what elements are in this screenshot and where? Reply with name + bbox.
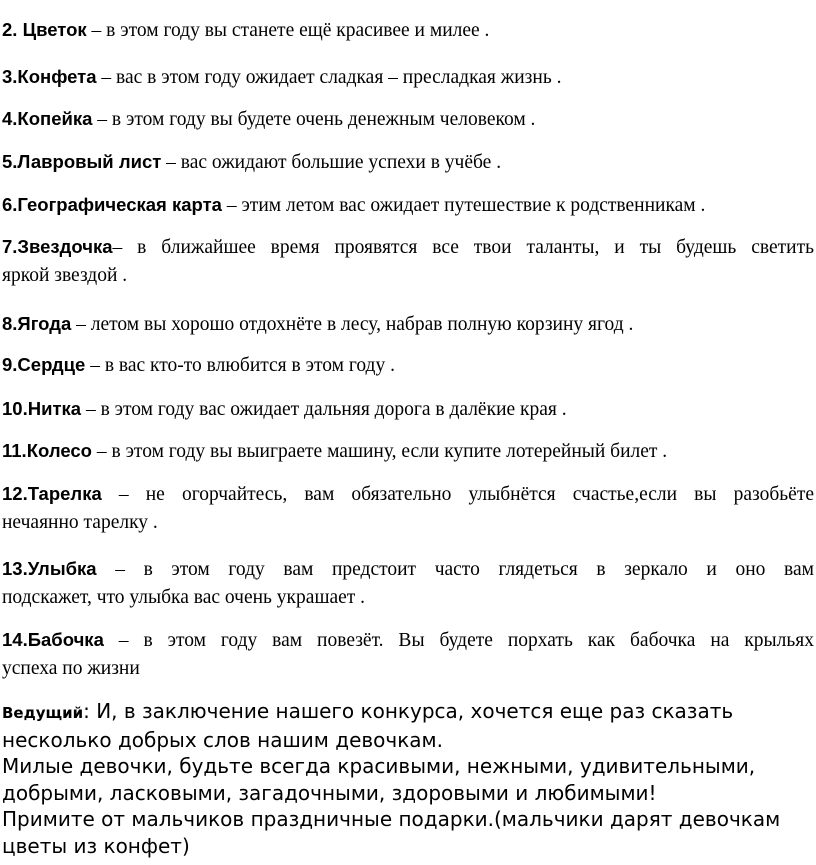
host-line: цветы из конфет) [2, 833, 190, 858]
list-item-heart [2, 351, 814, 380]
item-title: 7.Звездочка [2, 236, 113, 257]
item-text: – вас ожидают большие успехи в учёбе . [161, 152, 502, 173]
item-title: 11.Колесо [2, 440, 92, 461]
item-title: 10.Нитка [2, 398, 82, 419]
list-item-smile [2, 555, 814, 612]
item-title: 12.Тарелка [2, 483, 102, 504]
item-text-line2: успеха по жизни [2, 658, 140, 679]
item-title: 3.Конфета [2, 66, 97, 87]
item-title: 9.Сердце [2, 354, 86, 375]
host-line [2, 698, 802, 727]
host-speech [2, 698, 802, 859]
list-item-star [2, 233, 814, 290]
item-title: 4.Копейка [2, 108, 93, 129]
list-item-butterfly [2, 626, 814, 683]
item-text-line1: – в ближайшее время проявятся все твои таланты, и ты будешь светить [112, 237, 814, 258]
host-colon: : [83, 699, 97, 723]
list-item-candy [2, 63, 814, 92]
item-text: – вас в этом году ожидает сладкая – пресладкая жизнь . [96, 67, 562, 88]
item-text: – в этом году вас ожидает дальняя дорога в далёкие края . [81, 399, 567, 420]
item-text-line2: яркой звездой . [2, 265, 128, 286]
list-item-wheel [2, 437, 814, 466]
list-item-flower [2, 16, 814, 45]
item-text: – в этом году вы станете ещё красивее и милее . [86, 20, 490, 41]
item-title: 6.Географическая карта [2, 194, 222, 215]
list-item-plate [2, 480, 814, 537]
item-text: – в вас кто-то влюбится в этом году . [85, 355, 395, 376]
item-text-line1: – в этом году вам повезёт. Вы будете порхать как бабочка на крыльях [103, 630, 814, 651]
item-title: 2. Цветок [2, 19, 87, 40]
host-line: добрыми, ласковыми, загадочными, здоровыми и любимыми! [2, 780, 657, 805]
list-item-map [2, 191, 814, 220]
item-text-line2: подскажет, что улыбка вас очень украшает . [2, 587, 366, 608]
item-title: 5.Лавровый лист [2, 151, 162, 172]
item-text: – в этом году вы выиграете машину, если купите лотерейный билет . [91, 441, 668, 462]
item-text: – этим летом вас ожидает путешествие к родственникам . [221, 195, 706, 216]
host-line: несколько добрых слов нашим девочкам. [2, 727, 444, 752]
item-text: – летом вы хорошо отдохнёте в лесу, набрав полную корзину ягод . [71, 314, 634, 335]
item-text-line1: – не огорчайтесь, вам обязательно улыбнётся счастье,если вы разобьёте [101, 484, 814, 505]
item-title: 13.Улыбка [2, 558, 97, 579]
list-item-thread [2, 395, 814, 424]
list-item-berry [2, 310, 814, 339]
host-line: Милые девочки, будьте всегда красивыми, нежными, удивительными, [2, 754, 756, 778]
item-title: 8.Ягода [2, 313, 72, 334]
list-item-bay-leaf [2, 148, 814, 177]
list-item-coin [2, 105, 814, 134]
host-label: Ведущий [2, 704, 84, 722]
item-text-line1: – в этом году вам предстоит часто глядеться в зеркало и оно вам [96, 559, 814, 580]
host-text: И, в заключение нашего конкурса, хочется еще раз сказать [96, 699, 734, 723]
item-title: 14.Бабочка [2, 629, 104, 650]
item-text: – в этом году вы будете очень денежным человеком . [92, 109, 536, 130]
item-text-line2: нечаянно тарелку . [2, 512, 158, 533]
host-line: Примите от мальчиков праздничные подарки.(мальчики дарят девочкам [2, 807, 781, 831]
